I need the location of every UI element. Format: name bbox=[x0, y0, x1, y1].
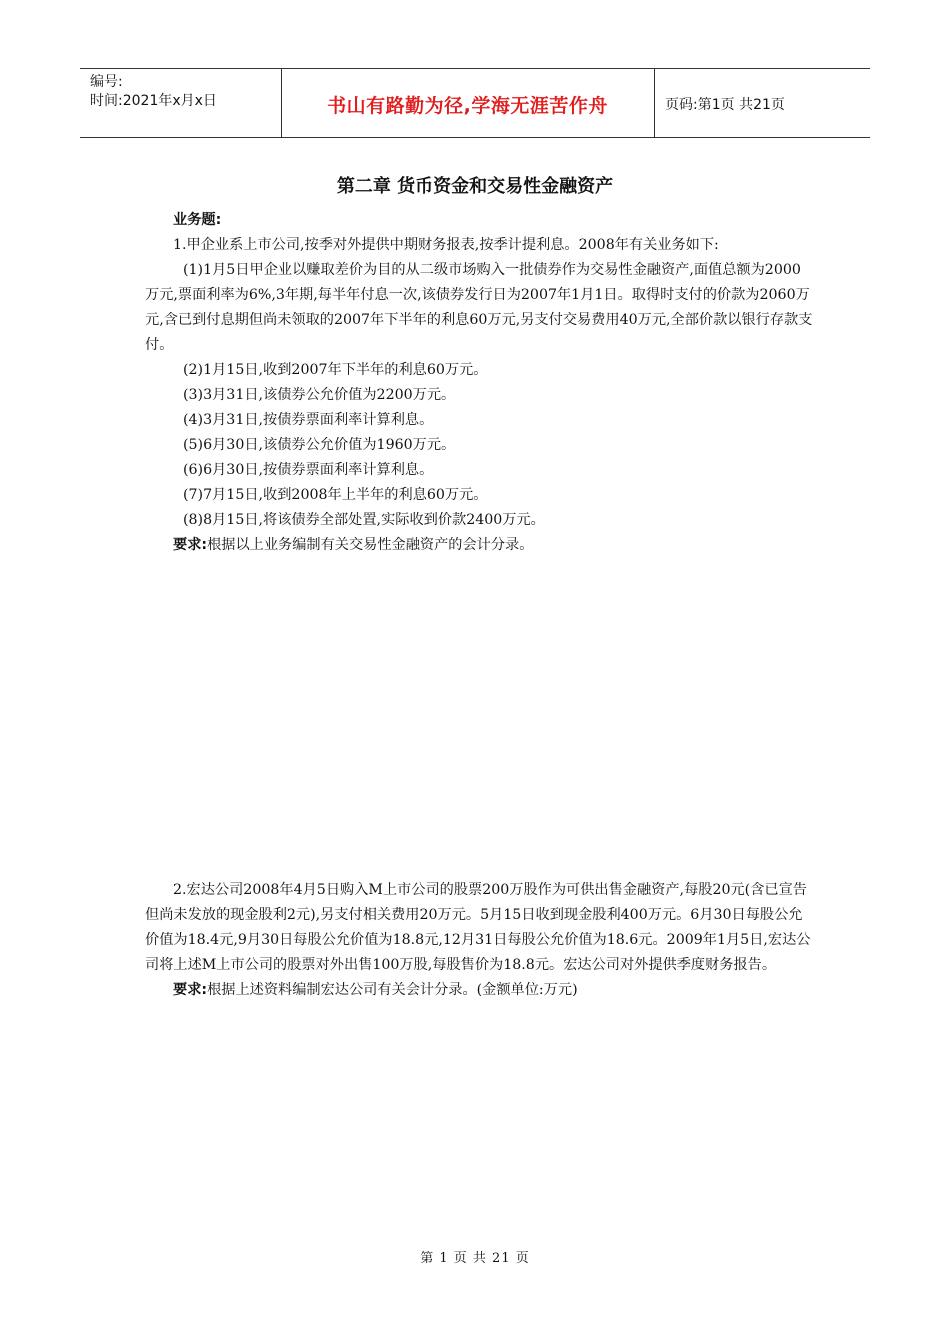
q2-req-label: 要求: bbox=[173, 982, 208, 998]
q1-req-label: 要求: bbox=[173, 537, 208, 553]
question-2 bbox=[145, 878, 815, 1003]
page-code: 页码:第1页 共21页 bbox=[665, 97, 785, 113]
q1-step-1: (1)1月5日甲企业以赚取差价为目的从二级市场购入一批债券作为交易性金融资产,面值总额为2000万元,票面利率为6%,3年期,每半年付息一次,该债券发行日为2007年1月1日。取得时支付的价款为2060万元,含已到付息期但尚未领取的2007年下半年的利息60万元,另支付交易费用40万元,全部价款以银行存款支付。 bbox=[145, 262, 813, 353]
q2-body: 2.宏达公司2008年4月5日购入M上市公司的股票200万股作为可供出售金融资产,每股20元(含已宣告但尚未发放的现金股利2元),另支付相关费用20万元。5月15日收到现金股利400万元。6月30日每股公允价值为18.4元,9月30日每股公允价值为18.8元,12月31日每股公允价值为18.6元。2009年1月5日,宏达公司将上述M上市公司的股票对外出售100万股,每股售价为18.8元。宏达公司对外提供季度财务报告。 bbox=[145, 882, 811, 973]
q1-step: (7)7月15日,收到2008年上半年的利息60万元。 bbox=[183, 487, 488, 503]
q1-req-text: 根据以上业务编制有关交易性金融资产的会计分录。 bbox=[207, 537, 534, 553]
section-label: 业务题: bbox=[173, 212, 222, 228]
motto: 书山有路勤为径,学海无涯苦作舟 bbox=[327, 95, 608, 117]
q1-step: (3)3月31日,该债券公允价值为2200万元。 bbox=[183, 387, 456, 403]
header-meta-cell bbox=[80, 69, 282, 137]
q1-step: (8)8月15日,将该债券全部处置,实际收到价款2400万元。 bbox=[183, 512, 545, 528]
q1-step: (2)1月15日,收到2007年下半年的利息60万元。 bbox=[183, 362, 488, 378]
q1-step: (5)6月30日,该债券公允价值为1960万元。 bbox=[183, 437, 456, 453]
chapter-title: 第二章 货币资金和交易性金融资产 bbox=[336, 176, 614, 197]
q1-step: (4)3月31日,按债券票面利率计算利息。 bbox=[183, 412, 434, 428]
q2-req-text: 根据上述资料编制宏达公司有关会计分录。(金额单位:万元) bbox=[207, 982, 578, 998]
q2-requirement bbox=[145, 978, 815, 1003]
page-footer: 第 1 页 共 21 页 bbox=[420, 1251, 530, 1266]
header-page-cell bbox=[655, 69, 870, 137]
question-1 bbox=[145, 208, 815, 558]
q1-step: (6)6月30日,按债券票面利率计算利息。 bbox=[183, 462, 434, 478]
header-table bbox=[80, 68, 870, 138]
number-label: 编号: bbox=[90, 74, 123, 90]
header-motto-cell bbox=[281, 69, 655, 137]
q1-requirement bbox=[145, 533, 815, 558]
q1-intro: 1.甲企业系上市公司,按季对外提供中期财务报表,按季计提利息。2008年有关业务如下: bbox=[173, 237, 719, 253]
time-label: 时间:2021年x月x日 bbox=[90, 93, 217, 109]
